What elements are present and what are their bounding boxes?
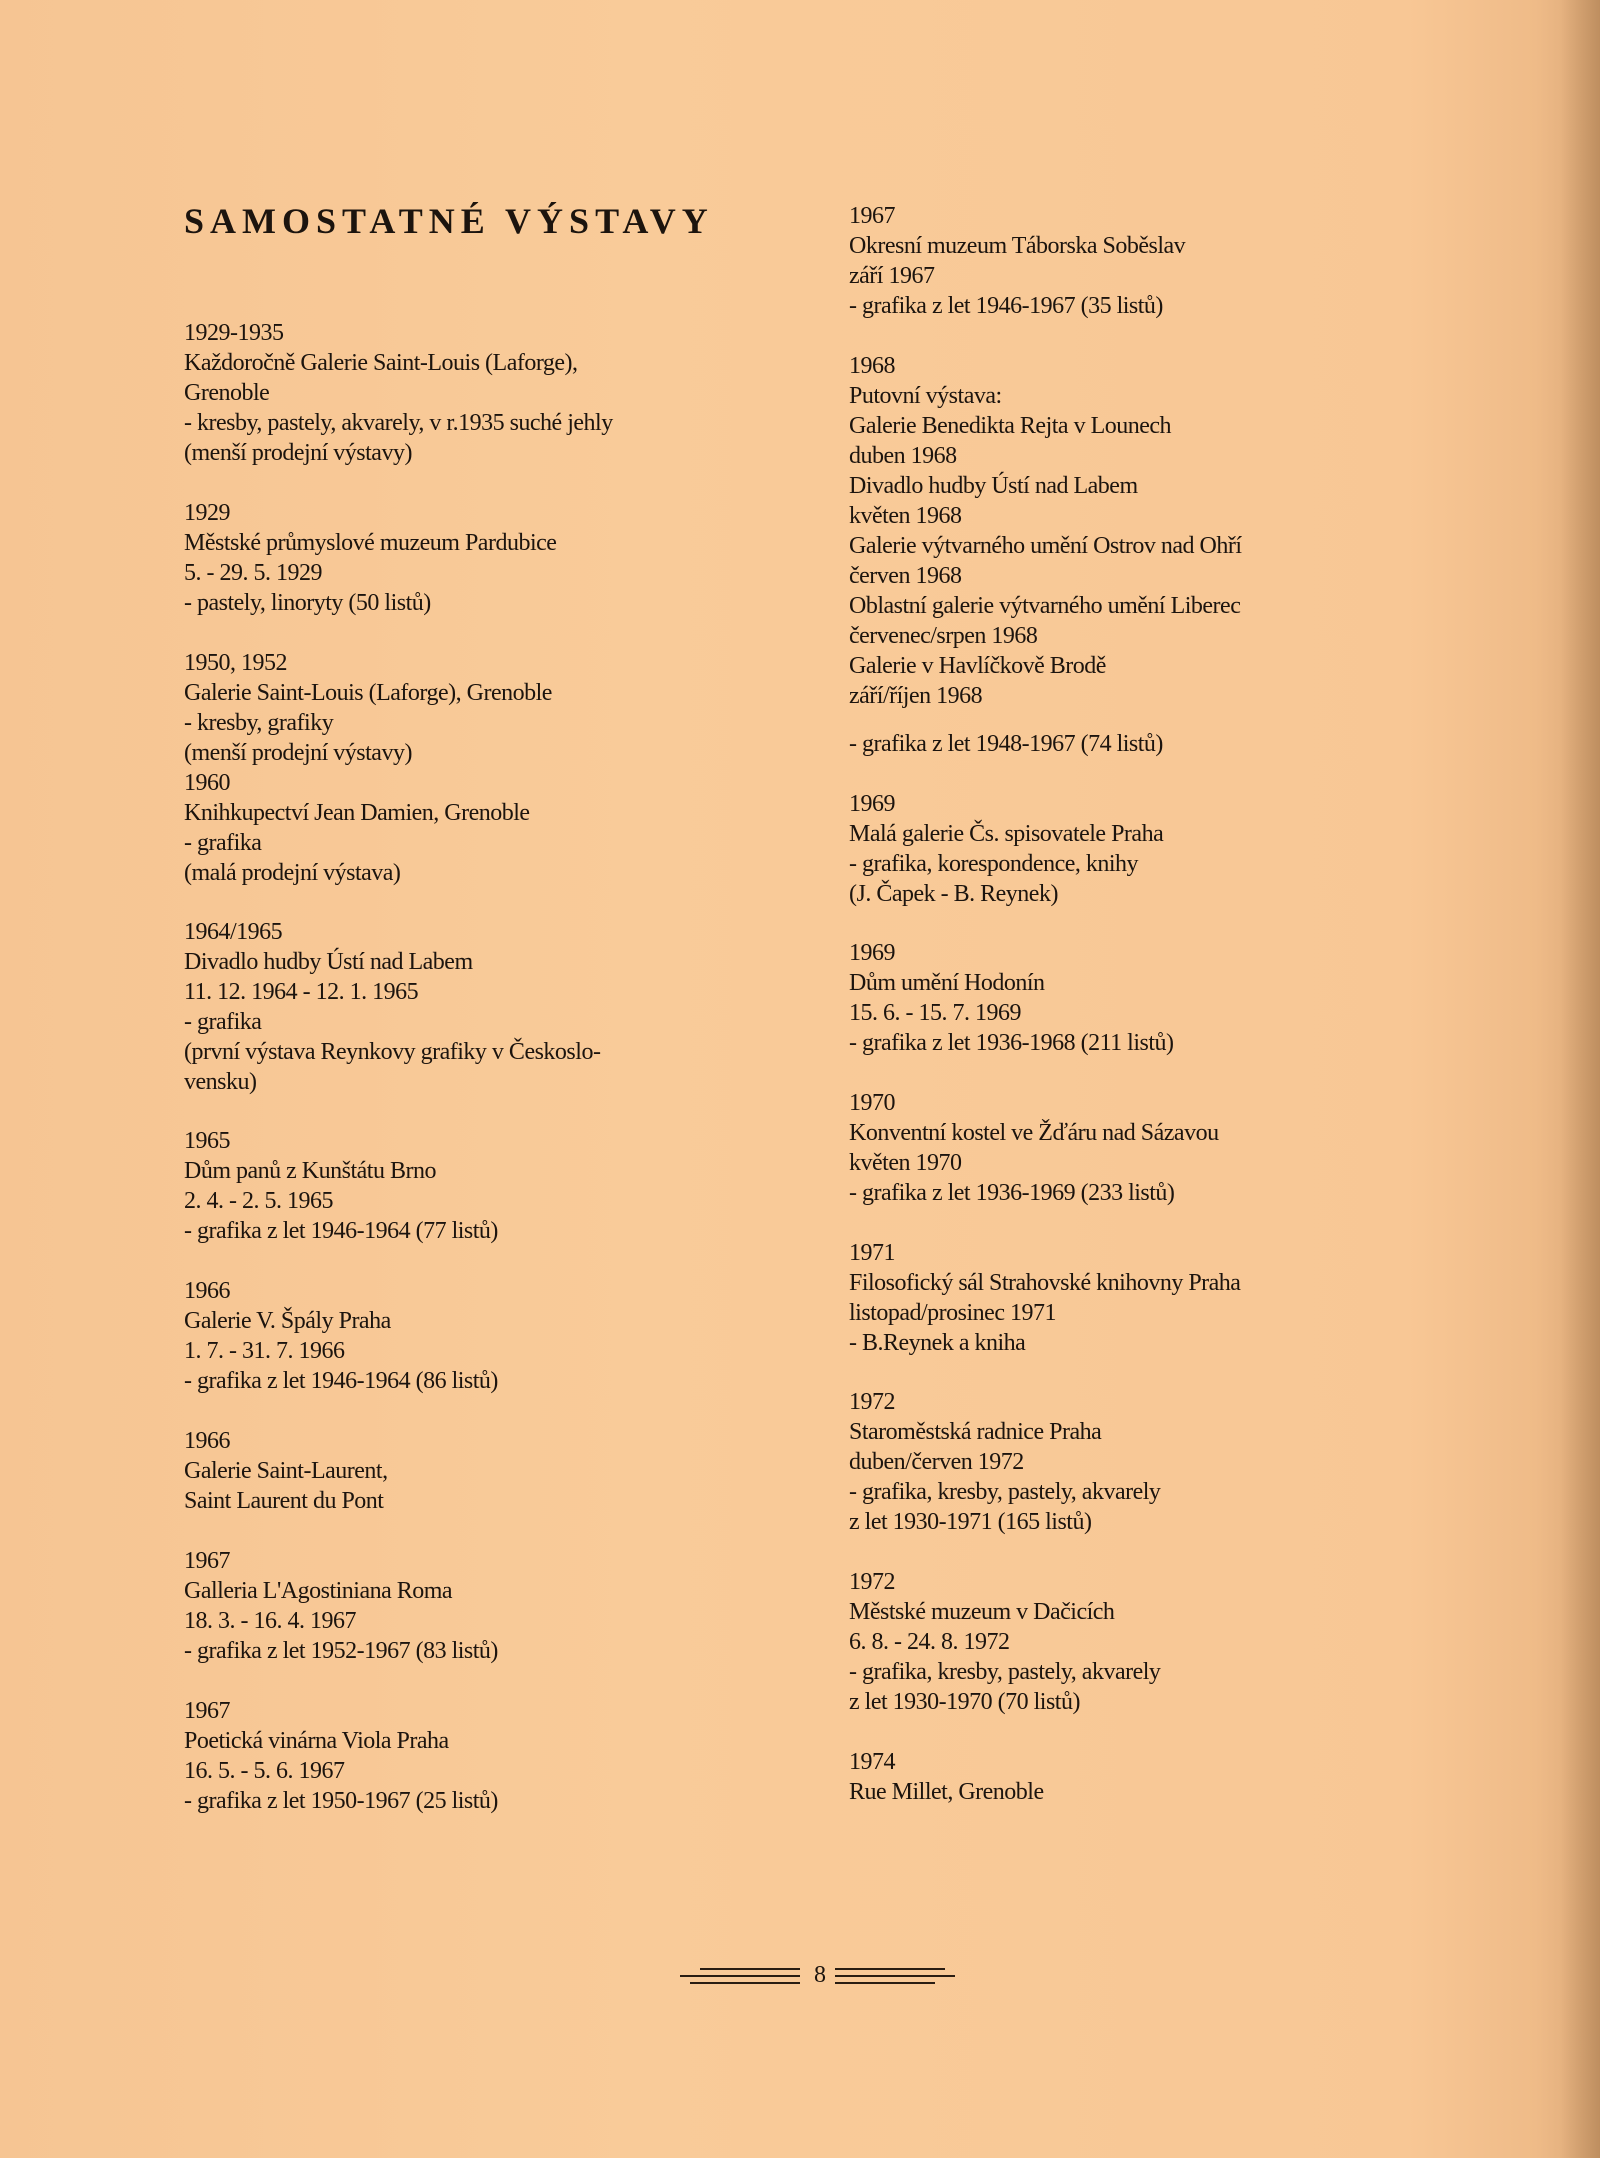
entry-line: květen 1968 [849,503,962,529]
entry-line: - grafika z let 1952-1967 (83 listů) [184,1638,498,1664]
entry-line: Dům umění Hodonín [849,970,1045,996]
entry-line: Městské průmyslové muzeum Pardubice [184,530,557,556]
entry-line: (malá prodejní výstava) [184,860,401,886]
entry-line: 11. 12. 1964 - 12. 1. 1965 [184,979,419,1005]
entry-line: Knihkupectví Jean Damien, Grenoble [184,800,530,826]
entry-line: - kresby, grafiky [184,710,334,736]
exhibition-entry [849,1238,1240,1358]
entry-line: duben/červen 1972 [849,1449,1024,1475]
entry-line: červen 1968 [849,563,962,589]
entry-line: (menší prodejní výstavy) [184,440,412,466]
entry-line: - grafika z let 1946-1967 (35 listů) [849,293,1163,319]
page-number: 8 [814,1962,826,1988]
entry-line: Městské muzeum v Dačicích [849,1599,1115,1625]
exhibition-entry [184,1696,498,1816]
entry-line: 1967 [849,203,895,229]
entry-line: Galerie Saint-Louis (Laforge), Grenoble [184,680,552,706]
entry-line: září/říjen 1968 [849,683,983,709]
entry-line: 2. 4. - 2. 5. 1965 [184,1188,333,1214]
entry-line: - grafika z let 1948-1967 (74 listů) [849,731,1163,757]
entry-line: - grafika, korespondence, knihy [849,851,1139,877]
entry-line: 1967 [184,1698,230,1724]
entry-line: 15. 6. - 15. 7. 1969 [849,1000,1021,1026]
exhibition-entry [184,1546,498,1666]
entry-line: 1965 [184,1128,230,1154]
entry-line: - grafika z let 1950-1967 (25 listů) [184,1788,498,1814]
entry-line: Putovní výstava: [849,383,1002,409]
entry-line: 1. 7. - 31. 7. 1966 [184,1338,345,1364]
entry-line: Saint Laurent du Pont [184,1488,384,1514]
entry-line: vensku) [184,1069,257,1095]
exhibition-entry [849,729,1163,759]
exhibition-entry [849,1567,1160,1717]
entry-line: - grafika z let 1946-1964 (86 listů) [184,1368,498,1394]
entry-line: 6. 8. - 24. 8. 1972 [849,1629,1010,1655]
entry-line: - grafika z let 1936-1968 (211 listů) [849,1030,1174,1056]
page-footer [680,1958,960,1998]
page-title: SAMOSTATNÉ VÝSTAVY [184,201,714,241]
entry-line: 1929-1935 [184,320,284,346]
entry-line: Divadlo hudby Ústí nad Labem [184,949,473,975]
exhibition-entry [184,917,600,1097]
entry-line: listopad/prosinec 1971 [849,1300,1056,1326]
exhibition-entry [184,1426,388,1516]
entry-line: květen 1970 [849,1150,962,1176]
spine-shadow [1560,0,1600,2158]
entry-line: červenec/srpen 1968 [849,623,1038,649]
entry-line: 1967 [184,1548,230,1574]
entry-line: z let 1930-1970 (70 listů) [849,1689,1080,1715]
entry-line: 1972 [849,1569,895,1595]
entry-line: Divadlo hudby Ústí nad Labem [849,473,1138,499]
entry-line: - pastely, linoryty (50 listů) [184,590,431,616]
entry-line: - kresby, pastely, akvarely, v r.1935 suché jehly [184,410,613,436]
entry-line: 1972 [849,1389,895,1415]
exhibition-entry [849,938,1174,1058]
entry-line: 18. 3. - 16. 4. 1967 [184,1608,356,1634]
entry-line: 1974 [849,1749,895,1775]
entry-line: Konventní kostel ve Žďáru nad Sázavou [849,1120,1219,1146]
entry-line: - grafika z let 1946-1964 (77 listů) [184,1218,498,1244]
entry-line: Galerie Benedikta Rejta v Lounech [849,413,1172,439]
entry-line: Grenoble [184,380,270,406]
entry-line: - grafika [184,830,262,856]
entry-line: - grafika, kresby, pastely, akvarely [849,1659,1161,1685]
exhibition-entry [184,1276,498,1396]
entry-line: Galerie V. Špály Praha [184,1308,391,1334]
entry-line: Galerie Saint-Laurent, [184,1458,388,1484]
entry-line: září 1967 [849,263,935,289]
exhibition-entry [184,498,556,618]
exhibition-entry [184,1126,498,1246]
exhibition-entry [849,351,1242,711]
entry-line: (J. Čapek - B. Reynek) [849,881,1058,907]
entry-line: 1970 [849,1090,895,1116]
footer-rule-ornament-right [835,1966,955,1990]
entry-line: 1960 [184,770,230,796]
entry-line: Okresní muzeum Táborska Soběslav [849,233,1186,259]
entry-line: 1968 [849,353,895,379]
entry-line: z let 1930-1971 (165 listů) [849,1509,1092,1535]
entry-line: 1964/1965 [184,919,283,945]
exhibition-entry [849,1747,1044,1807]
entry-line: Oblastní galerie výtvarného umění Liberec [849,593,1241,619]
entry-line: - grafika [184,1009,262,1035]
entry-line: Galleria L'Agostiniana Roma [184,1578,453,1604]
entry-line: Filosofický sál Strahovské knihovny Praha [849,1270,1241,1296]
entry-line: 1966 [184,1278,230,1304]
entry-line: Galerie v Havlíčkově Brodě [849,653,1106,679]
entry-line: 1950, 1952 [184,650,287,676]
entry-line: 1929 [184,500,230,526]
entry-line: 1969 [849,791,895,817]
entry-line: 1969 [849,940,895,966]
entry-line: (menší prodejní výstavy) [184,740,412,766]
exhibition-entry [849,1088,1219,1208]
exhibition-entry [849,789,1163,909]
entry-line: Poetická vinárna Viola Praha [184,1728,449,1754]
entry-line: 5. - 29. 5. 1929 [184,560,322,586]
entry-line: - grafika z let 1936-1969 (233 listů) [849,1180,1175,1206]
entry-line: Galerie výtvarného umění Ostrov nad Ohří [849,533,1242,559]
footer-rule-ornament-left [680,1966,800,1990]
entry-line: Malá galerie Čs. spisovatele Praha [849,821,1164,847]
entry-line: - grafika, kresby, pastely, akvarely [849,1479,1161,1505]
exhibition-entry [849,201,1185,321]
entry-line: 1971 [849,1240,895,1266]
exhibition-entry [184,318,613,468]
entry-line: Staroměstská radnice Praha [849,1419,1102,1445]
entry-line: (první výstava Reynkovy grafiky v Českoslo- [184,1039,601,1065]
exhibition-entry [184,648,552,888]
entry-line: duben 1968 [849,443,957,469]
entry-line: Rue Millet, Grenoble [849,1779,1044,1805]
entry-line: Dům panů z Kunštátu Brno [184,1158,436,1184]
entry-line: - B.Reynek a kniha [849,1330,1026,1356]
exhibition-entry [849,1387,1160,1537]
entry-line: 1966 [184,1428,230,1454]
entry-line: Každoročně Galerie Saint-Louis (Laforge), [184,350,578,376]
entry-line: 16. 5. - 5. 6. 1967 [184,1758,345,1784]
